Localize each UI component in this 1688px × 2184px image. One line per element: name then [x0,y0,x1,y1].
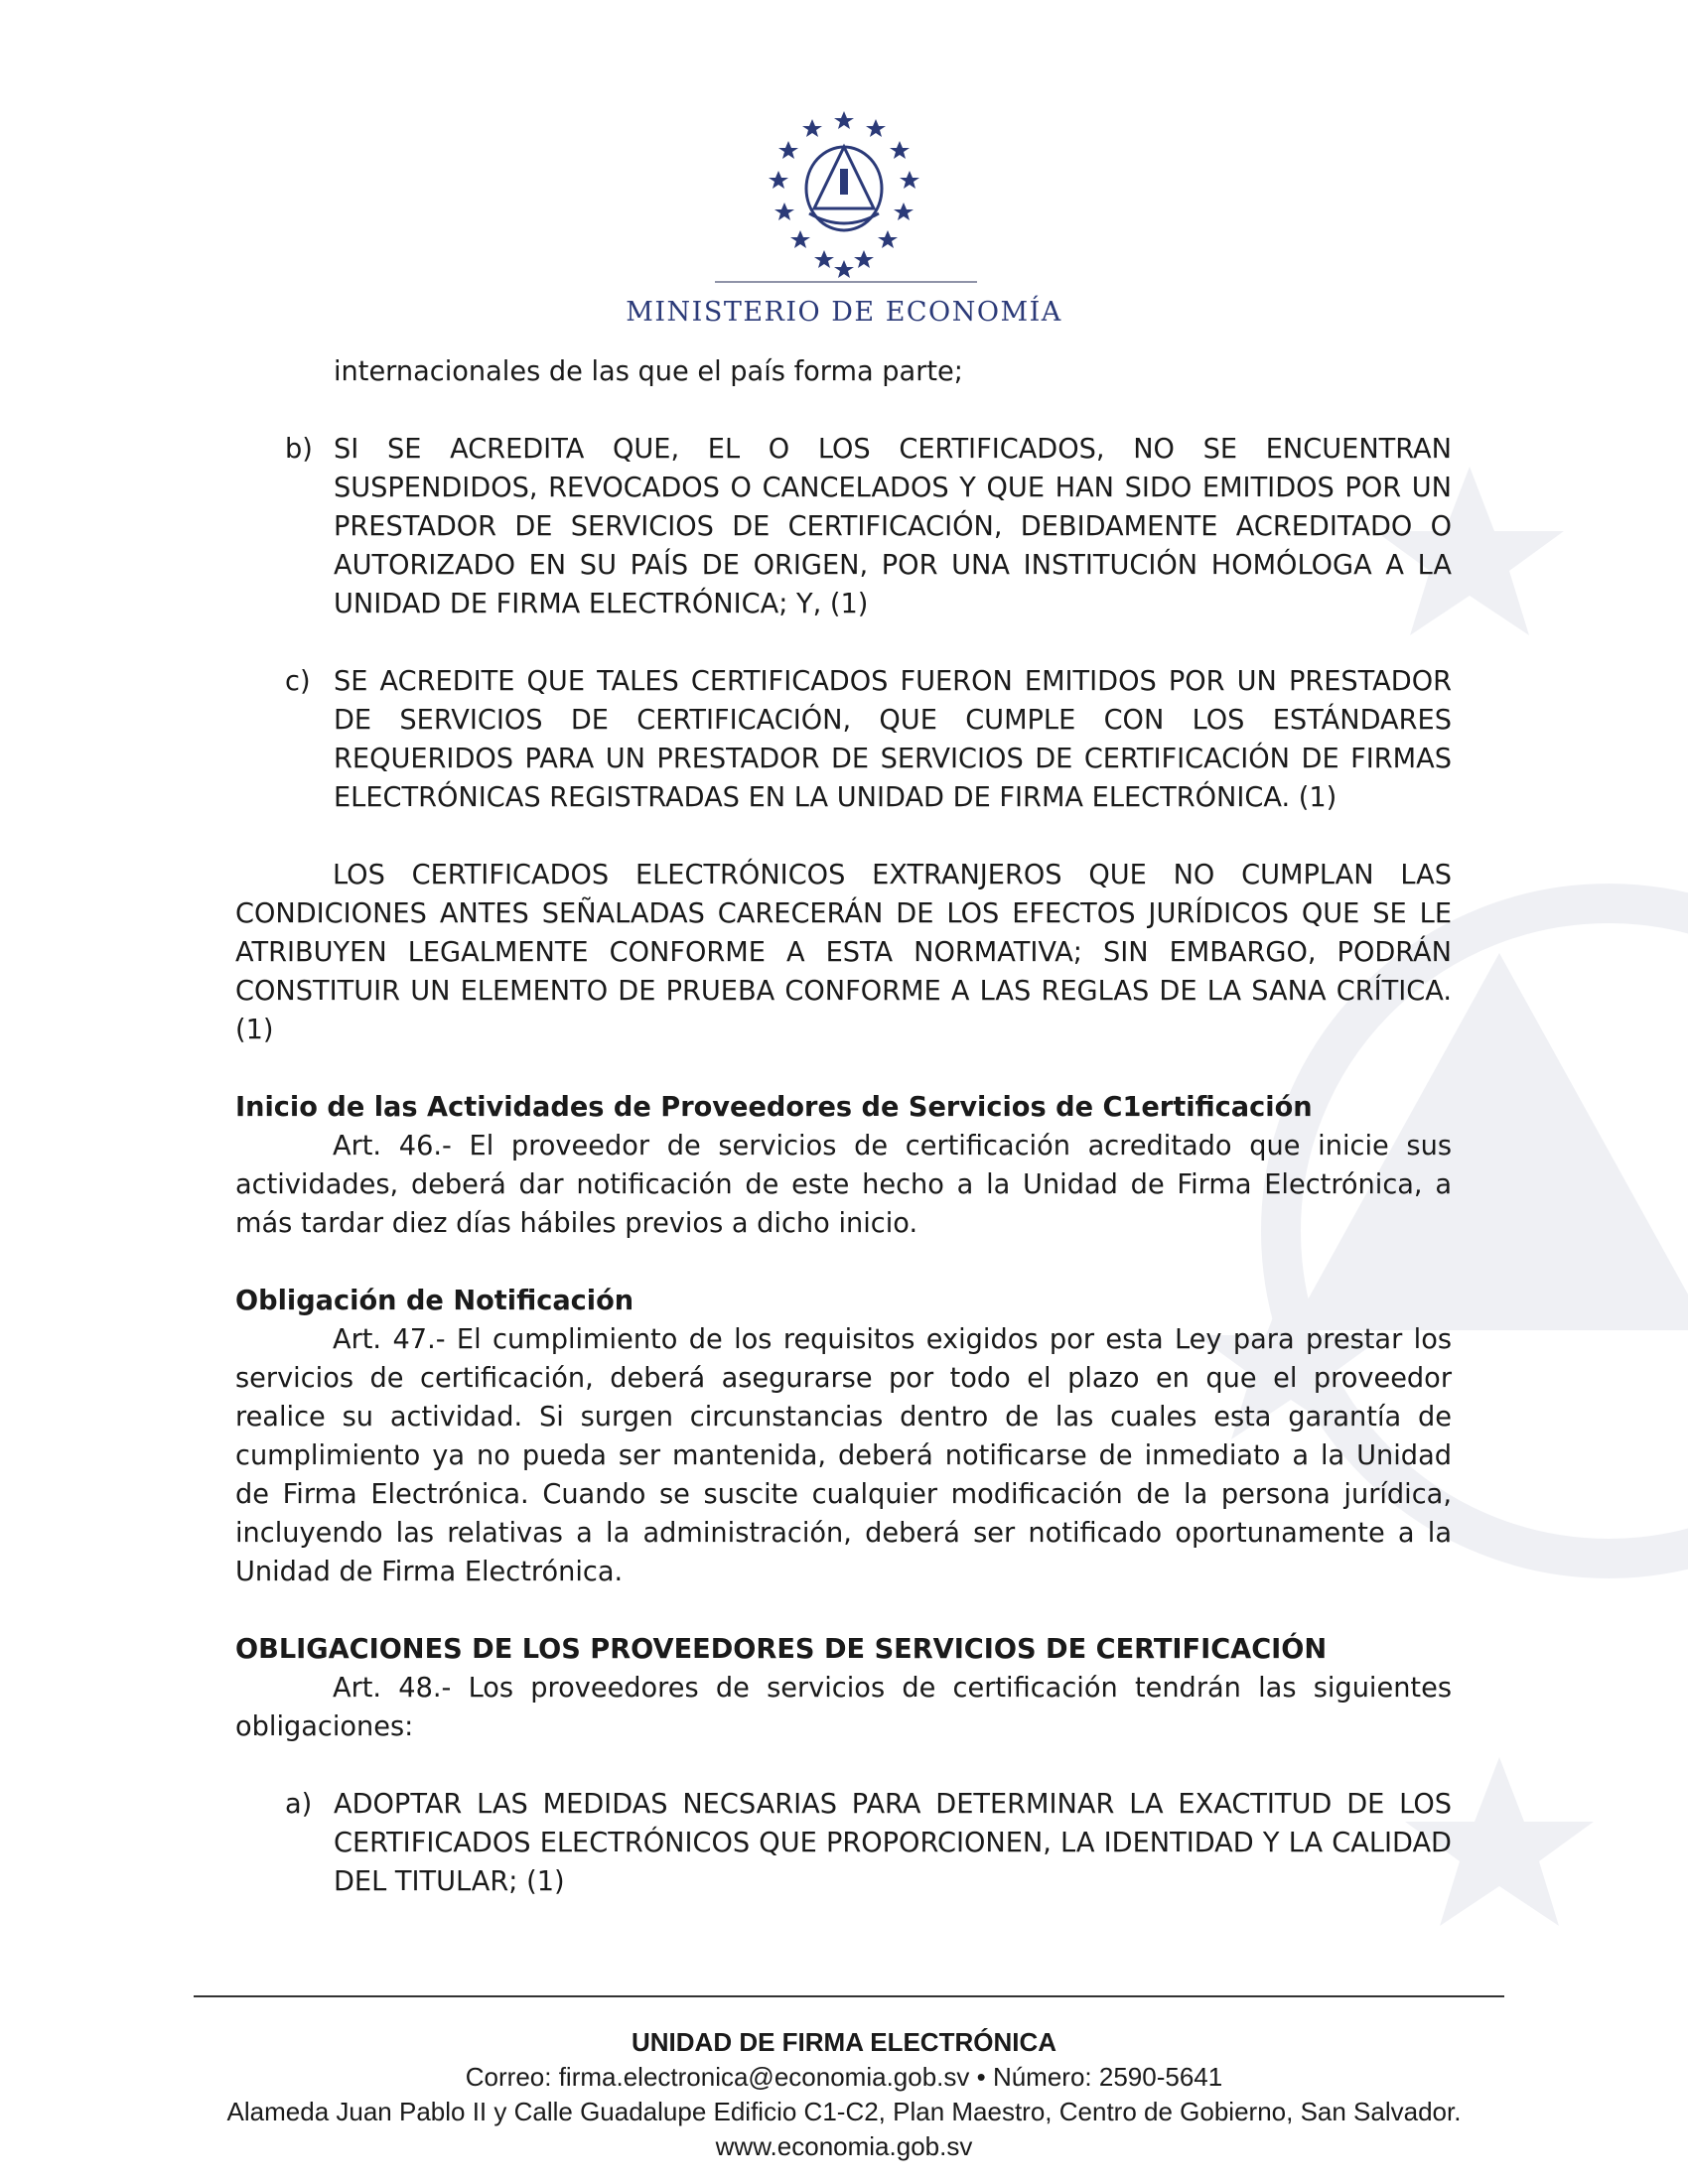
list-item [235,1785,1452,1901]
list-item [235,430,1452,623]
footer-address: Alameda Juan Pablo II y Calle Guadalupe Edificio C1-C2, Plan Maestro, Centro de Gobierno, San Salvador. [226,2097,1462,2126]
footer-website[interactable]: www.economia.gob.sv [715,2131,973,2161]
list-item-text: SE ACREDITE QUE TALES CERTIFICADOS FUERON EMITIDOS POR UN PRESTADOR DE SERVICIOS DE CERTIFICACIÓN, QUE CUMPLE CON LOS ESTÁNDARES REQUERIDOS PARA UN PRESTADOR DE SERVICIOS DE CERTIFICACIÓN DE FIRMAS ELECTRÓNICAS REGISTRADAS EN LA UNIDAD DE FIRMA ELECTRÓNICA. (1) [334,666,1452,813]
list-item-text: ADOPTAR LAS MEDIDAS NECSARIAS PARA DETERMINAR LA EXACTITUD DE LOS CERTIFICADOS ELECTRÓNICOS QUE PROPORCIONEN, LA IDENTIDAD Y LA CALIDAD DEL TITULAR; (1) [334,1789,1452,1897]
article-47-text: Art. 47.- El cumplimiento de los requisitos exigidos por esta Ley para prestar los servicios de certificación, deberá asegurarse por todo el plazo en que el proveedor realice su actividad. Si surgen circunstancias dentro de las cuales esta garantía de cumplimiento ya no pueda ser mantenida, deberá notificarse de inmediato a la Unidad de Firma Electrónica. Cuando se suscite cualquier modificación de la persona jurídica, incluyendo las relativas a la administración, deberá ser notificado oportunamente a la Unidad de Firma Electrónica. [235,1324,1452,1587]
footer-divider [194,1995,1504,1997]
foreign-certificates-paragraph: LOS CERTIFICADOS ELECTRÓNICOS EXTRANJEROS QUE NO CUMPLAN LAS CONDICIONES ANTES SEÑALADAS CARECERÁN DE LOS EFECTOS JURÍDICOS QUE SE LE ATRIBUYEN LEGALMENTE CONFORME A ESTA NORMATIVA; SIN EMBARGO, PODRÁN CONSTITUIR UN ELEMENTO DE PRUEBA CONFORME A LAS REGLAS DE LA SANA CRÍTICA. (1) [235,860,1452,1045]
document-body [235,352,1452,1901]
header-divider [715,281,977,283]
list-marker: a) [285,1789,313,1820]
list-marker: c) [285,666,311,697]
section-heading-art47: Obligación de Notificación [235,1286,634,1316]
list-item-text: SI SE ACREDITA QUE, EL O LOS CERTIFICADOS, NO SE ENCUENTRAN SUSPENDIDOS, REVOCADOS O CANCELADOS Y QUE HAN SIDO EMITIDOS POR UN PRESTADOR DE SERVICIOS DE CERTIFICACIÓN, DEBIDAMENTE ACREDITADO O AUTORIZADO EN SU PAÍS DE ORIGEN, POR UNA INSTITUCIÓN HOMÓLOGA A LA UNIDAD DE FIRMA ELECTRÓNICA; Y, (1) [334,434,1452,619]
article-46-text: Art. 46.- El proveedor de servicios de certificación acreditado que inicie sus actividades, deberá dar notificación de este hecho a la Unidad de Firma Electrónica, a más tardar diez días hábiles previos a dicho inicio. [235,1131,1452,1239]
section-heading-art48: OBLIGACIONES DE LOS PROVEEDORES DE SERVICIOS DE CERTIFICACIÓN [235,1634,1328,1665]
ministry-name: MINISTERIO DE ECONOMÍA [626,297,1062,328]
list-marker: b) [285,434,313,465]
list-item [235,662,1452,817]
footer-contact: Correo: firma.electronica@economia.gob.sv • Número: 2590-5641 [465,2062,1223,2092]
coat-of-arms-logo [755,109,933,278]
footer [0,2025,1688,2164]
footer-unit-name: UNIDAD DE FIRMA ELECTRÓNICA [631,2027,1057,2057]
article-48-text: Art. 48.- Los proveedores de servicios de certificación tendrán las siguientes obligaciones: [235,1673,1452,1742]
section-heading-art46: Inicio de las Actividades de Proveedores de Servicios de C1ertificación [235,1092,1313,1123]
continuation-text: internacionales de las que el país forma parte; [334,356,963,387]
